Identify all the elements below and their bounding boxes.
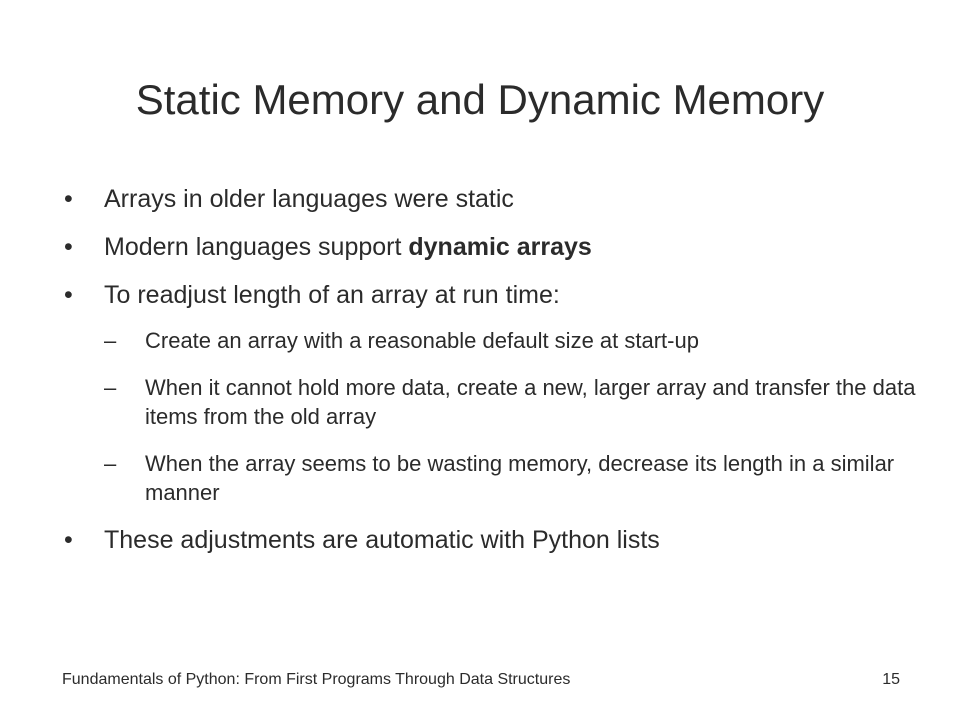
sub-bullet-text: When the array seems to be wasting memory, decrease its length in a similar manner bbox=[145, 451, 895, 505]
bullet-text: These adjustments are automatic with Python lists bbox=[104, 526, 660, 554]
footer-page-number: 15 bbox=[882, 671, 900, 688]
bullet-marker: • bbox=[64, 281, 73, 309]
sub-bullet-item bbox=[104, 373, 922, 431]
sub-bullet-text: Create an array with a reasonable default size at start-up bbox=[145, 328, 699, 353]
sub-bullet-marker: – bbox=[104, 328, 117, 353]
bullet-marker: • bbox=[64, 233, 73, 261]
bullet-item bbox=[62, 280, 922, 507]
bullet-text: To readjust length of an array at run time: bbox=[104, 281, 560, 309]
bullet-item bbox=[62, 184, 922, 214]
sub-bullet-list bbox=[104, 326, 922, 507]
bullet-list bbox=[62, 184, 922, 573]
sub-bullet-text: When it cannot hold more data, create a new, larger array and transfer the data items from the old array bbox=[145, 375, 916, 429]
bullet-item bbox=[62, 232, 922, 262]
bullet-item bbox=[62, 525, 922, 555]
sub-bullet-item bbox=[104, 326, 922, 355]
bullet-marker: • bbox=[64, 185, 73, 213]
sub-bullet-marker: – bbox=[104, 451, 117, 476]
bullet-text: Modern languages support bbox=[104, 233, 409, 261]
bullet-text: Arrays in older languages were static bbox=[104, 185, 514, 213]
footer-book-title: Fundamentals of Python: From First Programs Through Data Structures bbox=[62, 671, 571, 688]
slide-title: Static Memory and Dynamic Memory bbox=[135, 76, 825, 123]
bullet-bold-term: dynamic arrays bbox=[408, 233, 592, 261]
sub-bullet-item bbox=[104, 449, 922, 507]
sub-bullet-marker: – bbox=[104, 375, 117, 400]
bullet-marker: • bbox=[64, 526, 73, 554]
